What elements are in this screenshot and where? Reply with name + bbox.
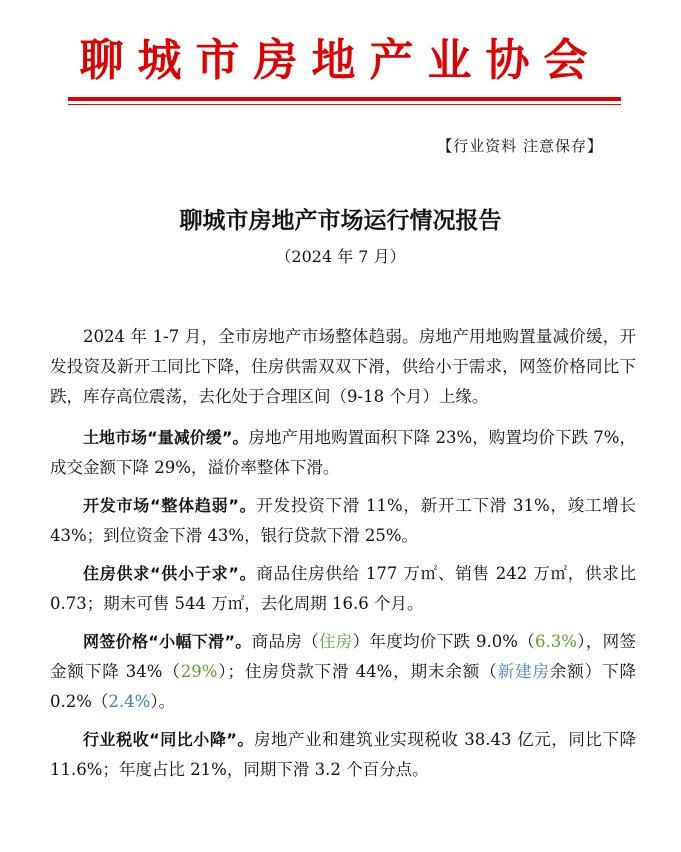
housing-supply-paragraph <box>50 559 636 619</box>
development-market-text: 开发投资下滑 11%，新开工下滑 31%，竣工增长 43%；到位资金下滑 43%，银行贷款下滑 25%。 <box>50 496 636 545</box>
signing-price-text-4: ）；住房贷款下滑 44%，期末余额（ <box>217 662 498 681</box>
industry-tax-paragraph <box>50 725 636 785</box>
report-body <box>50 322 636 793</box>
signing-price-heading: 网签价格“小幅下滑”。 <box>83 632 252 651</box>
letterhead-title: 聊城市房地产业协会 <box>79 35 602 86</box>
signing-price-text-3: ），网签金额下降 34%（ <box>50 632 637 681</box>
signing-price-text-5: 余额）下降 0.2%（ <box>50 662 637 711</box>
signing-price-text-2: ）年度均价下跌 9.0%（ <box>352 632 536 651</box>
new-housing-balance-change: 2.4% <box>108 692 151 711</box>
housing-amount-change: 29% <box>180 662 218 681</box>
industry-tax-text: 房地产业和建筑业实现税收 38.43 亿元，同比下降 11.6%；年度占比 21%，同期下滑 3.2 个百分点。 <box>50 730 636 779</box>
development-market-paragraph <box>50 491 636 551</box>
housing-supply-heading: 住房供求“供小于求”。 <box>83 564 257 583</box>
housing-supply-text: 商品住房供给 177 万㎡、销售 242 万㎡，供求比 0.73；期末可售 544 万㎡，去化周期 16.6 个月。 <box>50 564 636 613</box>
signing-price-text-6: ）。 <box>150 692 176 711</box>
development-market-heading: 开发市场“整体趋弱”。 <box>83 496 257 515</box>
document-note: 【行业资料 注意保存】 <box>437 137 603 155</box>
letterhead-rule-thick <box>68 97 621 101</box>
summary-paragraph: 2024 年 1-7 月，全市房地产市场整体趋弱。房地产用地购置量减价缓，开发投资及新开工同比下降，住房供需双双下滑，供给小于需求，网签价格同比下跌，库存高位震荡，去化处于合理区间（9-18 个月）上缘。 <box>50 327 636 406</box>
report-title: 聊城市房地产市场运行情况报告 <box>179 208 502 234</box>
signing-price-paragraph <box>50 627 636 717</box>
housing-highlight: 住房 <box>318 632 353 651</box>
signing-price-text-1: 商品房（ <box>251 632 319 651</box>
letterhead-rule-thin <box>68 104 621 105</box>
housing-price-change: 6.3% <box>535 632 577 651</box>
land-market-text: 房地产用地购置面积下降 23%，购置均价下跌 7%，成交金额下降 29%，溢价率整体下滑。 <box>50 428 636 477</box>
land-market-paragraph <box>50 423 636 483</box>
new-housing-highlight: 新建房 <box>497 662 550 681</box>
industry-tax-heading: 行业税收“同比小降”。 <box>83 730 254 749</box>
land-market-heading: 土地市场“量减价缓”。 <box>83 428 249 447</box>
report-period: （2024 年 7 月） <box>275 247 406 266</box>
